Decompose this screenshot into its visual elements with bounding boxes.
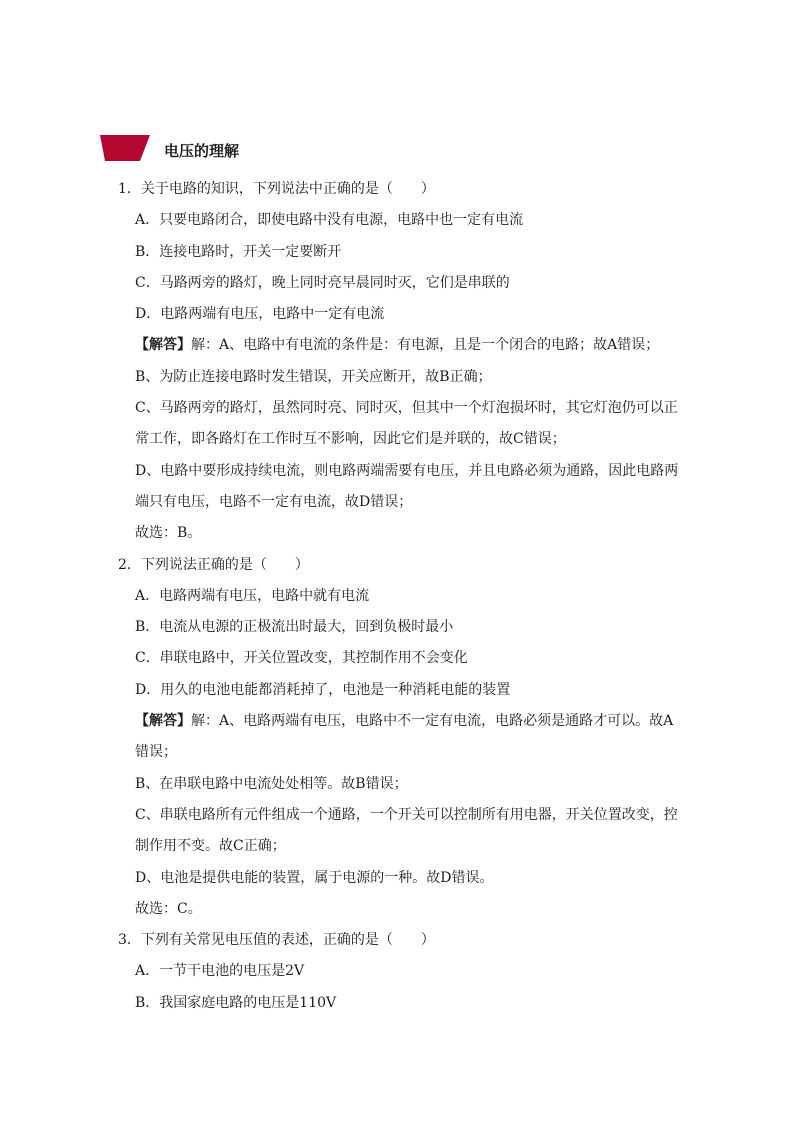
line-text: C．马路两旁的路灯，晚上同时亮早晨同时灭，它们是串联的 bbox=[135, 274, 510, 291]
line-text: B、为防止连接电路时发生错误，开关应断开，故B正确； bbox=[135, 368, 492, 385]
text-line bbox=[118, 956, 688, 987]
line-text: A．电路两端有电压，电路中就有电流 bbox=[135, 587, 370, 604]
text-line bbox=[118, 237, 688, 268]
text-line bbox=[118, 863, 688, 894]
answer-tag: 【解答】 bbox=[135, 337, 191, 354]
question-stem bbox=[118, 550, 688, 581]
answer-paragraph bbox=[118, 706, 688, 737]
line-text: 解：A、电路中有电流的条件是：有电源，且是一个闭合的电路；故A错误； bbox=[191, 337, 660, 354]
text-line bbox=[118, 393, 688, 424]
text-line bbox=[118, 612, 688, 643]
text-line bbox=[118, 456, 688, 487]
line-text: C．串联电路中，开关位置改变，其控制作用不会变化 bbox=[135, 650, 468, 667]
line-text: B．电流从电源的正极流出时最大，回到负极时最小 bbox=[135, 619, 454, 636]
question-stem bbox=[118, 925, 688, 956]
line-text: 常工作，即各路灯在工作时互不影响，因此它们是并联的，故C错误； bbox=[135, 431, 566, 448]
text-line bbox=[118, 831, 688, 862]
line-text: D．电路两端有电压，电路中一定有电流 bbox=[135, 306, 385, 323]
answer-tag: 【解答】 bbox=[135, 713, 191, 730]
text-line bbox=[118, 675, 688, 706]
line-text: D、电池是提供电能的装置，属于电源的一种。故D错误。 bbox=[135, 869, 494, 886]
text-line bbox=[118, 487, 688, 518]
section-marker bbox=[100, 135, 150, 161]
text-line bbox=[118, 581, 688, 612]
line-text: 3．下列有关常见电压值的表述，正确的是（ ） bbox=[118, 932, 435, 949]
line-text: B、在串联电路中电流处处相等。故B错误； bbox=[135, 775, 408, 792]
text-line bbox=[118, 268, 688, 299]
line-text: 错误； bbox=[135, 744, 177, 761]
line-text: 解：A、电路两端有电压，电路中不一定有电流，电路必须是通路才可以。故A bbox=[191, 713, 674, 730]
text-line bbox=[118, 205, 688, 236]
line-text: 故选：C。 bbox=[135, 900, 202, 917]
line-text: D．用久的电池电能都消耗掉了，电池是一种消耗电能的装置 bbox=[135, 681, 511, 698]
line-text: 制作用不变。故C正确； bbox=[135, 838, 286, 855]
answer-paragraph bbox=[118, 330, 688, 361]
text-line bbox=[118, 643, 688, 674]
text-line bbox=[118, 800, 688, 831]
line-text: 故选：B。 bbox=[135, 525, 202, 542]
section-title: 电压的理解 bbox=[164, 142, 240, 160]
text-line bbox=[118, 424, 688, 455]
line-text: C、马路两旁的路灯，虽然同时亮、同时灭，但其中一个灯泡损坏时，其它灯泡仍可以正 bbox=[135, 400, 678, 417]
line-text: 1．关于电路的知识，下列说法中正确的是（ ） bbox=[118, 181, 435, 197]
line-text: C、串联电路所有元件组成一个通路，一个开关可以控制所有用电器，开关位置改变，控 bbox=[135, 806, 678, 823]
question-content bbox=[118, 174, 688, 1019]
text-line bbox=[118, 988, 688, 1019]
line-text: B．连接电路时，开关一定要断开 bbox=[135, 243, 342, 260]
text-line bbox=[118, 362, 688, 393]
line-text: B．我国家庭电路的电压是110V bbox=[135, 994, 337, 1011]
line-text: A．只要电路闭合，即使电路中没有电源，电路中也一定有电流 bbox=[135, 212, 524, 229]
text-line bbox=[118, 299, 688, 330]
line-text: 端只有电压，电路不一定有电流，故D错误； bbox=[135, 493, 413, 510]
line-text: 2．下列说法正确的是（ ） bbox=[118, 556, 309, 573]
line-text: A．一节干电池的电压是2V bbox=[135, 963, 305, 980]
text-line bbox=[118, 769, 688, 800]
text-line bbox=[118, 737, 688, 768]
text-line bbox=[118, 894, 688, 925]
question-stem bbox=[118, 174, 688, 205]
line-text: D、电路中要形成持续电流，则电路两端需要有电压，并且电路必须为通路，因此电路两 bbox=[135, 462, 679, 479]
text-line bbox=[118, 518, 688, 549]
